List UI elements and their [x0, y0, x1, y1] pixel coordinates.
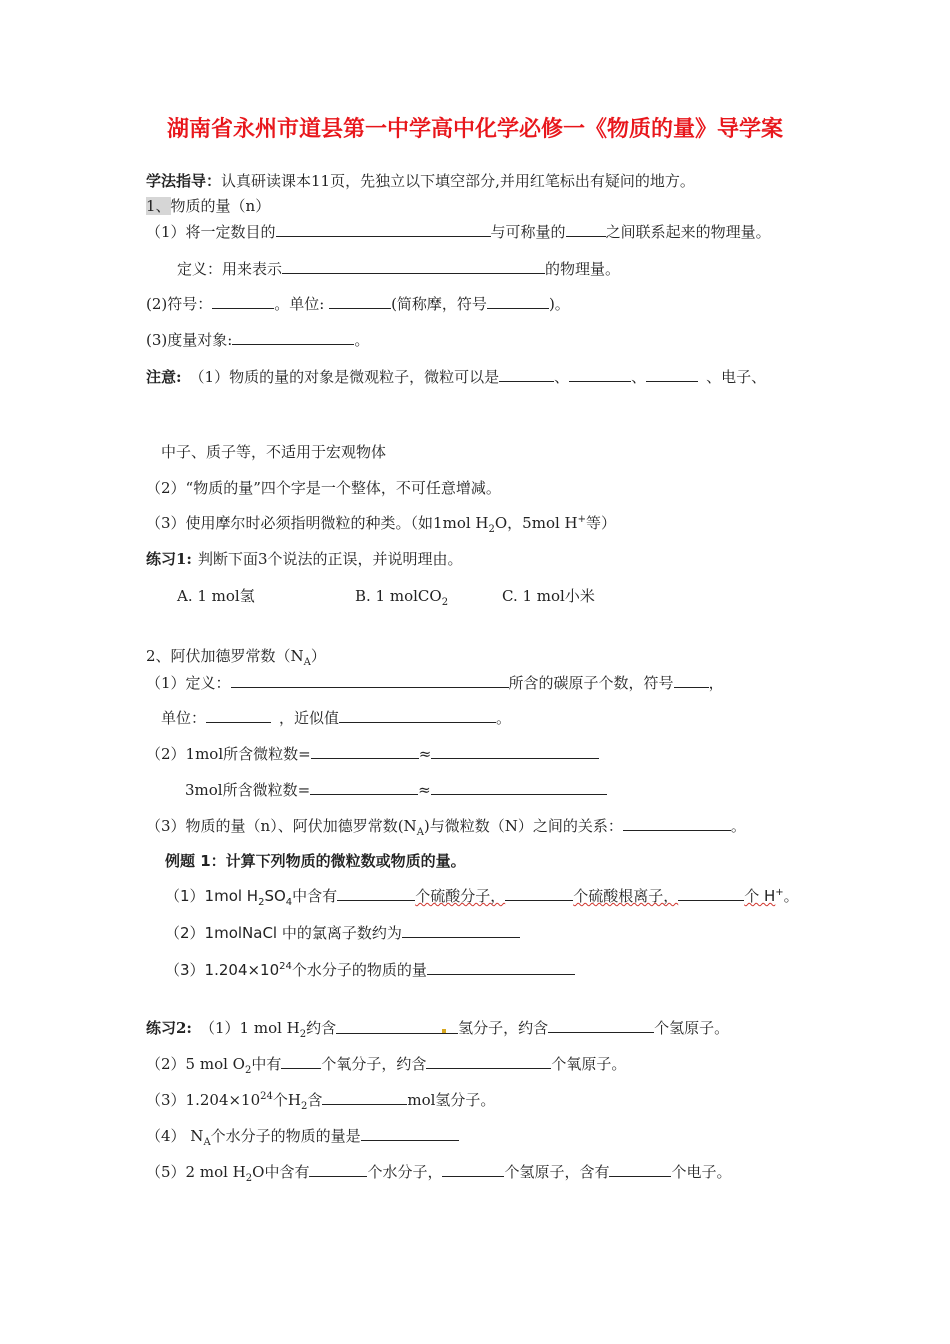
blank[interactable] — [212, 293, 274, 309]
example-1-q2: （2）1molNaCl 中的氯离子数约为 — [165, 922, 520, 943]
blank[interactable] — [276, 221, 491, 237]
example-1-label: 例题 1： — [165, 852, 226, 870]
blank[interactable] — [426, 1053, 551, 1069]
blank[interactable] — [339, 707, 496, 723]
s2-line-2: 单位： ，近似值 。 — [161, 709, 512, 727]
section-1-heading — [146, 196, 270, 216]
note-line-2: 中子、质子等，不适用于宏观物体 — [161, 443, 387, 461]
exercise-1-option-b: B. 1 molCO$_2$ — [355, 587, 449, 608]
blank[interactable] — [646, 366, 698, 382]
s2-line-3: （2）1mol所含微粒数= ≈ — [146, 743, 599, 764]
s2-line-5: （3）物质的量（n）、阿伏加德罗常数$(N_A)$与微粒数（N）之间的关系： 。 — [146, 817, 746, 838]
exercise-1-prompt: 练习1: 判断下面3个说法的正误，并说明理由。 — [146, 550, 463, 568]
exercise-2-q5: （5）2 mol $H_2O$中含有 个水分子， 个氢原子，含有 个电子。 — [146, 1163, 732, 1184]
highlight-mark — [442, 1029, 446, 1033]
exercise-1-option-a: A. 1 mol氢 — [177, 587, 255, 605]
note-label: 注意: — [146, 368, 182, 386]
blank[interactable] — [309, 1161, 367, 1177]
blank[interactable] — [310, 779, 418, 795]
note-line-3: （2）“物质的量”四个字是一个整体，不可任意增减。 — [146, 479, 501, 497]
note-line-4: （3）使用摩尔时必须指明微粒的种类。（如1mol $H_2O$，5mol H+等） — [146, 514, 617, 535]
blank[interactable] — [329, 293, 391, 309]
blank[interactable] — [505, 885, 573, 901]
study-guide-text: 认真研读课本11页，先独立以下填空部分,并用红笔标出有疑问的地方。 — [221, 172, 695, 190]
blank[interactable] — [427, 959, 575, 975]
blank[interactable] — [548, 1017, 654, 1033]
blank[interactable] — [402, 922, 520, 938]
section-1-title: 物质的量（n） — [170, 197, 271, 215]
blank[interactable] — [678, 885, 744, 901]
exercise-2-label: 练习2: — [146, 1019, 192, 1037]
blank[interactable] — [442, 1161, 504, 1177]
blank[interactable] — [431, 743, 599, 759]
exercise-2-q4: （4） $N_A$个水分子的物质的量是 — [146, 1125, 459, 1146]
study-guide-label: 学法指导： — [146, 172, 222, 190]
exercise-2-q3: $(3)1.204\times 10^{24}$个$H_2$含 mol氢分子。 — [146, 1091, 496, 1112]
section-2-heading: 2、阿伏加德罗常数$(N_A)$ — [146, 647, 326, 668]
blank[interactable] — [569, 366, 631, 382]
blank[interactable] — [206, 707, 271, 723]
blank[interactable] — [336, 1018, 458, 1034]
blank[interactable] — [499, 366, 554, 382]
blank[interactable] — [232, 329, 354, 345]
s2-line-1: （1）定义： 所含的碳原子个数，符号 ， — [146, 674, 724, 692]
exercise-2-q2: （2）5 mol $O_2$中有 个氧分子，约含 个氧原子。 — [146, 1055, 627, 1076]
exercise-1-option-c: C. 1 mol小米 — [502, 587, 595, 605]
s1-line-4: (3)度量对象: 。 — [146, 331, 370, 349]
blank[interactable] — [361, 1125, 459, 1141]
blank[interactable] — [609, 1161, 671, 1177]
example-1-heading: 例题 1：计算下列物质的微粒数或物质的量。 — [165, 852, 466, 870]
blank[interactable] — [431, 779, 607, 795]
exercise-2-q1: 练习2: （1）1 mol $H_2$约含 氢分子，约含 个氢原子。 — [146, 1019, 730, 1040]
blank[interactable] — [322, 1089, 407, 1105]
blank[interactable] — [566, 221, 606, 237]
example-1-q3: $(3)1.204\times 10^{24}$个水分子的物质的量 — [165, 959, 575, 980]
blank[interactable] — [231, 672, 509, 688]
exercise-1-label: 练习1: — [146, 550, 192, 568]
blank[interactable] — [674, 672, 709, 688]
example-1-q1: （1）1mol $H_2SO_4$中含有 个硫酸分子， 个硫酸根离子， 个 H+。 — [165, 887, 799, 908]
s2-line-4: 3mol所含微粒数= ≈ — [185, 779, 607, 800]
blank[interactable] — [281, 1053, 321, 1069]
blank[interactable] — [337, 885, 415, 901]
page-title: 湖南省永州市道县第一中学高中化学必修一《物质的量》导学案 — [166, 116, 783, 142]
s1-line-1: （1）将一定数目的 与可称量的 之间联系起来的物理量。 — [146, 223, 771, 241]
blank[interactable] — [311, 743, 419, 759]
section-1-number: 1、 — [146, 197, 171, 215]
s1-line-3: (2)符号： 。单位: (简称摩，符号 )。 — [146, 295, 570, 313]
note-line-1: 注意: （1）物质的量的对象是微观粒子，微粒可以是 、 、 、电子、 — [146, 368, 767, 386]
blank[interactable] — [623, 815, 731, 831]
s1-line-2: 定义：用来表示 的物理量。 — [177, 260, 621, 278]
blank[interactable] — [282, 258, 545, 274]
blank[interactable] — [487, 293, 549, 309]
study-guide — [146, 171, 695, 191]
